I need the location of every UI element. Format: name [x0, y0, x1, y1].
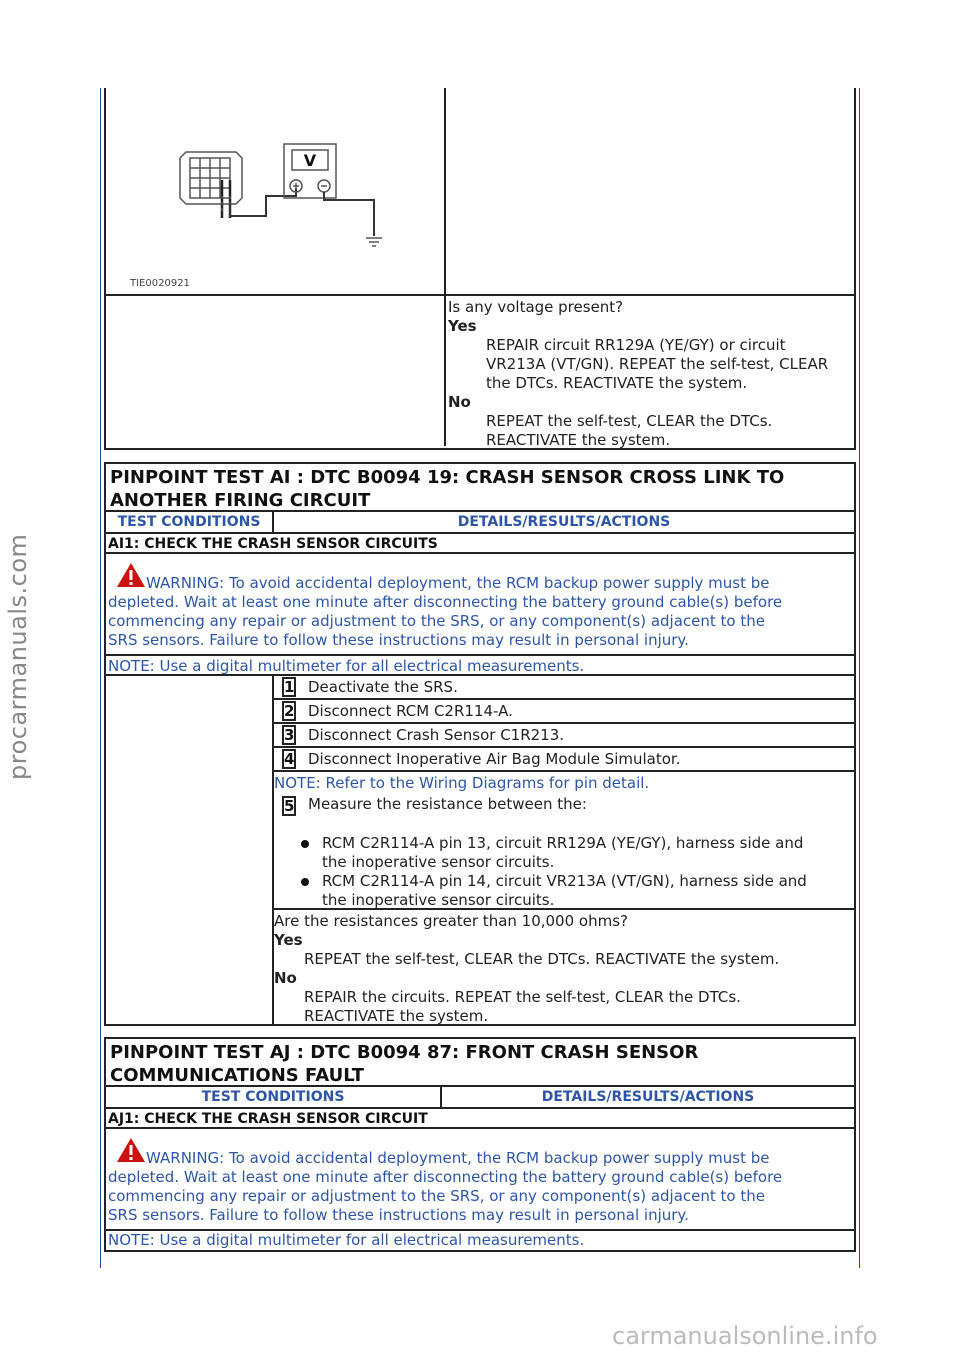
- yes-label: Yes: [448, 317, 477, 335]
- yes-action-line: VR213A (VT/GN). REPEAT the self-test, CLEAR: [486, 355, 829, 373]
- yes-action-line: REPAIR circuit RR129A (YE/GY) or circuit: [486, 336, 786, 354]
- no-action-line: REPEAT the self-test, CLEAR the DTCs.: [486, 412, 773, 430]
- col-header-conditions: [106, 1085, 440, 1107]
- top-result-table: [104, 88, 856, 450]
- bullet-text: the inoperative sensor circuits.: [322, 891, 555, 909]
- note-text: NOTE: Use a digital multimeter for all electrical measurements.: [108, 1231, 585, 1249]
- step-row: [272, 722, 854, 746]
- conditions-empty-cell: [106, 294, 444, 446]
- yes-action-line: REPEAT the self-test, CLEAR the DTCs. REACTIVATE the system.: [304, 950, 780, 968]
- warning-line: commencing any repair or adjustment to the SRS, or any component(s) adjacent to the: [108, 1187, 765, 1205]
- step-title-row: [106, 532, 854, 554]
- step-title: AJ1: CHECK THE CRASH SENSOR CIRCUIT: [108, 1111, 428, 1127]
- no-action-line: REPAIR the circuits. REPEAT the self-test, CLEAR the DTCs.: [304, 988, 741, 1006]
- result-cell: [272, 908, 854, 1024]
- title-line: PINPOINT TEST AJ : DTC B0094 87: FRONT CRASH SENSOR: [110, 1042, 699, 1063]
- step-title: AI1: CHECK THE CRASH SENSOR CIRCUITS: [108, 536, 438, 552]
- warning-block: [106, 552, 854, 654]
- step-5-cell: [272, 770, 854, 910]
- page-rule-left: [100, 88, 101, 1268]
- step-number: 4: [284, 750, 295, 768]
- step-row: [272, 674, 854, 698]
- col-header-text: DETAILS/RESULTS/ACTIONS: [541, 1089, 755, 1105]
- bullet-dot: [301, 878, 309, 886]
- step-text: Measure the resistance between the:: [308, 795, 587, 813]
- no-action-line: REACTIVATE the system.: [304, 1007, 489, 1025]
- pinpoint-test-ai: [104, 462, 856, 1026]
- title-line: PINPOINT TEST AI : DTC B0094 19: CRASH SENSOR CROSS LINK TO: [110, 467, 785, 488]
- result-cell: [444, 294, 854, 449]
- step-title-row: [106, 1107, 854, 1129]
- step-row: [272, 698, 854, 722]
- note-row: [106, 1229, 854, 1250]
- step-row: [272, 746, 854, 770]
- warning-icon: [116, 1137, 146, 1163]
- step-number: 5: [284, 797, 295, 815]
- step-text: Disconnect Crash Sensor C1R213.: [308, 726, 565, 744]
- meter-label: V: [303, 151, 317, 170]
- conditions-empty-cell: [106, 674, 272, 1024]
- warning-line: WARNING: To avoid accidental deployment, the RCM backup power supply must be: [146, 1149, 770, 1167]
- test-ai-title: [106, 464, 854, 510]
- page-rule-right: [859, 88, 860, 1268]
- figure-empty-cell: [444, 88, 854, 296]
- col-header-text: DETAILS/RESULTS/ACTIONS: [457, 514, 671, 530]
- yes-label: Yes: [274, 931, 303, 949]
- step-text: Disconnect RCM C2R114-A.: [308, 702, 513, 720]
- step-number: 2: [284, 702, 295, 720]
- step-number: 1: [284, 678, 295, 696]
- figure-caption: TIE0020921: [130, 278, 190, 289]
- warning-icon: [116, 562, 146, 588]
- no-label: No: [274, 969, 297, 987]
- test-aj-title: [106, 1039, 854, 1085]
- step-number: 3: [284, 726, 295, 744]
- yes-action-line: the DTCs. REACTIVATE the system.: [486, 374, 748, 392]
- note-text: NOTE: Use a digital multimeter for all electrical measurements.: [108, 657, 585, 675]
- side-watermark: procarmanuals.com: [4, 533, 32, 780]
- title-line: COMMUNICATIONS FAULT: [110, 1065, 365, 1086]
- warning-line: depleted. Wait at least one minute after disconnecting the battery ground cable(s) before: [108, 1168, 783, 1186]
- col-header-details: [440, 1085, 854, 1107]
- warning-line: depleted. Wait at least one minute after disconnecting the battery ground cable(s) before: [108, 593, 783, 611]
- pinpoint-test-aj: [104, 1037, 856, 1252]
- bullet-text: RCM C2R114-A pin 13, circuit RR129A (YE/GY), harness side and: [322, 834, 804, 852]
- bullet-text: RCM C2R114-A pin 14, circuit VR213A (VT/GN), harness side and: [322, 872, 807, 890]
- bullet-dot: [301, 840, 309, 848]
- title-line: ANOTHER FIRING CIRCUIT: [110, 490, 371, 511]
- question-text: Are the resistances greater than 10,000 ohms?: [274, 912, 628, 930]
- step-text: Deactivate the SRS.: [308, 678, 458, 696]
- bullet-text: the inoperative sensor circuits.: [322, 853, 555, 871]
- voltage-test-illustration: [106, 88, 444, 296]
- warning-line: commencing any repair or adjustment to the SRS, or any component(s) adjacent to the: [108, 612, 765, 630]
- bottom-watermark: carmanualsonline.info: [612, 1322, 878, 1350]
- warning-line: SRS sensors. Failure to follow these instructions may result in personal injury.: [108, 631, 689, 649]
- warning-block: [106, 1127, 854, 1229]
- note-row: [106, 654, 854, 676]
- no-action-line: REACTIVATE the system.: [486, 431, 671, 449]
- question-text: Is any voltage present?: [448, 298, 624, 316]
- col-header-text: TEST CONDITIONS: [117, 514, 261, 530]
- warning-line: WARNING: To avoid accidental deployment, the RCM backup power supply must be: [146, 574, 770, 592]
- col-header-conditions: [106, 510, 272, 532]
- warning-line: SRS sensors. Failure to follow these instructions may result in personal injury.: [108, 1206, 689, 1224]
- no-label: No: [448, 393, 471, 411]
- figure-cell: [106, 88, 444, 296]
- col-header-details: [272, 510, 854, 532]
- col-header-text: TEST CONDITIONS: [201, 1089, 345, 1105]
- step-note: NOTE: Refer to the Wiring Diagrams for pin detail.: [274, 774, 650, 792]
- step-text: Disconnect Inoperative Air Bag Module Simulator.: [308, 750, 681, 768]
